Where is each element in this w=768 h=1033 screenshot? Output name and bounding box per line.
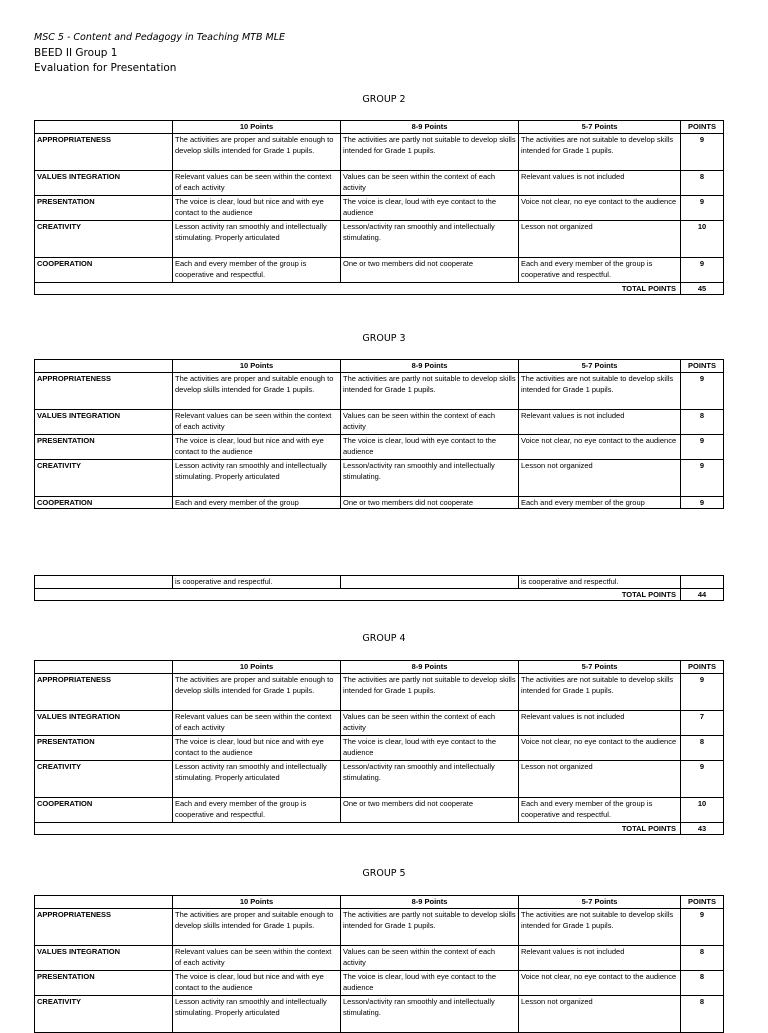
column-header: POINTS bbox=[681, 121, 724, 134]
column-header: 10 Points bbox=[173, 896, 341, 909]
criterion-label: CREATIVITY bbox=[35, 760, 173, 797]
descriptor-5-7-points: is cooperative and respectful. bbox=[519, 576, 681, 589]
total-row bbox=[35, 282, 724, 295]
points-value: 7 bbox=[681, 710, 724, 735]
points-value: 10 bbox=[681, 220, 724, 257]
header-row bbox=[35, 661, 724, 674]
descriptor-5-7-points: Lesson not organized bbox=[519, 459, 681, 496]
descriptor-5-7-points: Lesson not organized bbox=[519, 220, 681, 257]
column-header: 10 Points bbox=[173, 661, 341, 674]
total-label: TOTAL POINTS bbox=[35, 588, 681, 601]
descriptor-10-points: Relevant values can be seen within the context of each activity bbox=[173, 945, 341, 970]
criterion-label: PRESENTATION bbox=[35, 434, 173, 459]
table-row bbox=[35, 735, 724, 760]
descriptor-5-7-points: Relevant values is not included bbox=[519, 945, 681, 970]
descriptor-8-9-points: The activities are partly not suitable to develop skills intended for Grade 1 pupils. bbox=[341, 673, 519, 710]
descriptor-8-9-points: Values can be seen within the context of each activity bbox=[341, 409, 519, 434]
rubric-table-group-5 bbox=[34, 895, 724, 1033]
descriptor-5-7-points: Voice not clear, no eye contact to the audience bbox=[519, 195, 681, 220]
criterion-label: VALUES INTEGRATION bbox=[35, 170, 173, 195]
descriptor-8-9-points: Values can be seen within the context of each activity bbox=[341, 710, 519, 735]
table-row bbox=[35, 760, 724, 797]
points-value: 9 bbox=[681, 372, 724, 409]
group-title: GROUP 5 bbox=[362, 868, 406, 879]
points-value: 8 bbox=[681, 945, 724, 970]
column-header: 5-7 Points bbox=[519, 121, 681, 134]
descriptor-10-points: The activities are proper and suitable enough to develop skills intended for Grade 1 pupils. bbox=[173, 908, 341, 945]
descriptor-10-points: Lesson activity ran smoothly and intellectually stimulating. Properly articulated bbox=[173, 220, 341, 257]
points-value: 9 bbox=[681, 257, 724, 282]
header-row bbox=[35, 121, 724, 134]
table-row bbox=[35, 409, 724, 434]
descriptor-10-points: The voice is clear, loud but nice and with eye contact to the audience bbox=[173, 735, 341, 760]
descriptor-8-9-points: The voice is clear, loud with eye contact to the audience bbox=[341, 735, 519, 760]
points-value: 9 bbox=[681, 673, 724, 710]
descriptor-10-points: The voice is clear, loud but nice and with eye contact to the audience bbox=[173, 970, 341, 995]
descriptor-10-points: Lesson activity ran smoothly and intellectually stimulating. Properly articulated bbox=[173, 995, 341, 1032]
points-value: 9 bbox=[681, 760, 724, 797]
header-row bbox=[35, 896, 724, 909]
points-value: 9 bbox=[681, 459, 724, 496]
criterion-label: VALUES INTEGRATION bbox=[35, 710, 173, 735]
column-header: 8-9 Points bbox=[341, 896, 519, 909]
table-row bbox=[35, 372, 724, 409]
descriptor-8-9-points: Lesson/activity ran smoothly and intellectually stimulating. bbox=[341, 995, 519, 1032]
descriptor-5-7-points: Voice not clear, no eye contact to the audience bbox=[519, 434, 681, 459]
criterion-label: PRESENTATION bbox=[35, 195, 173, 220]
descriptor-5-7-points: Lesson not organized bbox=[519, 760, 681, 797]
criterion-label: APPROPRIATENESS bbox=[35, 372, 173, 409]
descriptor-10-points: The activities are proper and suitable enough to develop skills intended for Grade 1 pupils. bbox=[173, 372, 341, 409]
descriptor-10-points: is cooperative and respectful. bbox=[173, 576, 341, 589]
descriptor-10-points: Lesson activity ran smoothly and intellectually stimulating. Properly articulated bbox=[173, 760, 341, 797]
header-row bbox=[35, 360, 724, 373]
criteria-column-header bbox=[35, 360, 173, 373]
column-header: 5-7 Points bbox=[519, 896, 681, 909]
criterion-label: APPROPRIATENESS bbox=[35, 908, 173, 945]
descriptor-8-9-points: One or two members did not cooperate bbox=[341, 257, 519, 282]
descriptor-10-points: Each and every member of the group is cooperative and respectful. bbox=[173, 797, 341, 822]
criterion-label: COOPERATION bbox=[35, 257, 173, 282]
group-title: GROUP 2 bbox=[362, 94, 406, 105]
descriptor-5-7-points: Voice not clear, no eye contact to the audience bbox=[519, 970, 681, 995]
descriptor-10-points: The activities are proper and suitable enough to develop skills intended for Grade 1 pupils. bbox=[173, 673, 341, 710]
descriptor-5-7-points: Relevant values is not included bbox=[519, 170, 681, 195]
criterion-label: VALUES INTEGRATION bbox=[35, 945, 173, 970]
descriptor-8-9-points: The activities are partly not suitable to develop skills intended for Grade 1 pupils. bbox=[341, 133, 519, 170]
document-subtitle: Evaluation for Presentation bbox=[34, 62, 177, 74]
criterion-label: PRESENTATION bbox=[35, 970, 173, 995]
points-value: 9 bbox=[681, 908, 724, 945]
rubric-table-continuation bbox=[34, 575, 724, 601]
column-header: 8-9 Points bbox=[341, 661, 519, 674]
criterion-label: VALUES INTEGRATION bbox=[35, 409, 173, 434]
rubric-table-group-3 bbox=[34, 359, 724, 509]
table-row bbox=[35, 576, 724, 589]
descriptor-8-9-points: Lesson/activity ran smoothly and intellectually stimulating. bbox=[341, 220, 519, 257]
total-label: TOTAL POINTS bbox=[35, 282, 681, 295]
table-row bbox=[35, 220, 724, 257]
total-value: 45 bbox=[681, 282, 724, 295]
criterion-label: COOPERATION bbox=[35, 797, 173, 822]
descriptor-5-7-points: The activities are not suitable to develop skills intended for Grade 1 pupils. bbox=[519, 372, 681, 409]
descriptor-8-9-points: The activities are partly not suitable to develop skills intended for Grade 1 pupils. bbox=[341, 908, 519, 945]
table-row bbox=[35, 673, 724, 710]
points-value bbox=[681, 576, 724, 589]
total-row bbox=[35, 822, 724, 835]
table-row bbox=[35, 797, 724, 822]
column-header: POINTS bbox=[681, 896, 724, 909]
criterion-label: APPROPRIATENESS bbox=[35, 133, 173, 170]
descriptor-5-7-points: The activities are not suitable to develop skills intended for Grade 1 pupils. bbox=[519, 908, 681, 945]
descriptor-5-7-points: Lesson not organized bbox=[519, 995, 681, 1032]
table-row bbox=[35, 995, 724, 1032]
table-row bbox=[35, 434, 724, 459]
criterion-label: PRESENTATION bbox=[35, 735, 173, 760]
table-row bbox=[35, 170, 724, 195]
rubric-table-group-2 bbox=[34, 120, 724, 295]
descriptor-8-9-points: Values can be seen within the context of each activity bbox=[341, 945, 519, 970]
descriptor-8-9-points: One or two members did not cooperate bbox=[341, 797, 519, 822]
criteria-column-header bbox=[35, 661, 173, 674]
points-value: 8 bbox=[681, 735, 724, 760]
descriptor-5-7-points: The activities are not suitable to develop skills intended for Grade 1 pupils. bbox=[519, 673, 681, 710]
points-value: 8 bbox=[681, 409, 724, 434]
column-header: 10 Points bbox=[173, 121, 341, 134]
descriptor-10-points: Each and every member of the group bbox=[173, 496, 341, 509]
table-row bbox=[35, 195, 724, 220]
criteria-column-header bbox=[35, 121, 173, 134]
descriptor-10-points: Relevant values can be seen within the context of each activity bbox=[173, 710, 341, 735]
points-value: 9 bbox=[681, 195, 724, 220]
descriptor-10-points: Lesson activity ran smoothly and intellectually stimulating. Properly articulated bbox=[173, 459, 341, 496]
column-header: 10 Points bbox=[173, 360, 341, 373]
table-row bbox=[35, 710, 724, 735]
points-value: 9 bbox=[681, 133, 724, 170]
points-value: 8 bbox=[681, 170, 724, 195]
descriptor-10-points: The voice is clear, loud but nice and with eye contact to the audience bbox=[173, 434, 341, 459]
descriptor-10-points: The voice is clear, loud but nice and with eye contact to the audience bbox=[173, 195, 341, 220]
section-label: BEED II Group 1 bbox=[34, 47, 118, 59]
descriptor-5-7-points: Each and every member of the group is cooperative and respectful. bbox=[519, 797, 681, 822]
table-row bbox=[35, 459, 724, 496]
points-value: 8 bbox=[681, 995, 724, 1032]
table-row bbox=[35, 133, 724, 170]
table-row bbox=[35, 257, 724, 282]
points-value: 8 bbox=[681, 970, 724, 995]
criterion-label: APPROPRIATENESS bbox=[35, 673, 173, 710]
table-row bbox=[35, 970, 724, 995]
descriptor-8-9-points: One or two members did not cooperate bbox=[341, 496, 519, 509]
descriptor-8-9-points: Lesson/activity ran smoothly and intellectually stimulating. bbox=[341, 760, 519, 797]
descriptor-8-9-points bbox=[341, 576, 519, 589]
criterion-label: COOPERATION bbox=[35, 496, 173, 509]
descriptor-5-7-points: Voice not clear, no eye contact to the audience bbox=[519, 735, 681, 760]
descriptor-5-7-points: Each and every member of the group bbox=[519, 496, 681, 509]
group-title: GROUP 4 bbox=[362, 633, 406, 644]
table-row bbox=[35, 908, 724, 945]
total-label: TOTAL POINTS bbox=[35, 822, 681, 835]
table-row bbox=[35, 496, 724, 509]
descriptor-5-7-points: Relevant values is not included bbox=[519, 409, 681, 434]
column-header: 5-7 Points bbox=[519, 661, 681, 674]
points-value: 9 bbox=[681, 434, 724, 459]
criterion-label: CREATIVITY bbox=[35, 220, 173, 257]
descriptor-10-points: Each and every member of the group is cooperative and respectful. bbox=[173, 257, 341, 282]
column-header: 5-7 Points bbox=[519, 360, 681, 373]
criterion-label: CREATIVITY bbox=[35, 995, 173, 1032]
table-row bbox=[35, 945, 724, 970]
descriptor-5-7-points: Each and every member of the group is cooperative and respectful. bbox=[519, 257, 681, 282]
total-row bbox=[35, 588, 724, 601]
points-value: 10 bbox=[681, 797, 724, 822]
descriptor-10-points: Relevant values can be seen within the context of each activity bbox=[173, 170, 341, 195]
course-title: MSC 5 - Content and Pedagogy in Teaching MTB MLE bbox=[34, 32, 285, 43]
descriptor-5-7-points: Relevant values is not included bbox=[519, 710, 681, 735]
total-value: 43 bbox=[681, 822, 724, 835]
column-header: 8-9 Points bbox=[341, 121, 519, 134]
criterion-label: CREATIVITY bbox=[35, 459, 173, 496]
descriptor-8-9-points: The voice is clear, loud with eye contact to the audience bbox=[341, 434, 519, 459]
descriptor-10-points: The activities are proper and suitable enough to develop skills intended for Grade 1 pupils. bbox=[173, 133, 341, 170]
descriptor-5-7-points: The activities are not suitable to develop skills intended for Grade 1 pupils. bbox=[519, 133, 681, 170]
total-value: 44 bbox=[681, 588, 724, 601]
column-header: 8-9 Points bbox=[341, 360, 519, 373]
criterion-label bbox=[35, 576, 173, 589]
column-header: POINTS bbox=[681, 360, 724, 373]
descriptor-8-9-points: The voice is clear, loud with eye contact to the audience bbox=[341, 970, 519, 995]
descriptor-8-9-points: Lesson/activity ran smoothly and intellectually stimulating. bbox=[341, 459, 519, 496]
descriptor-10-points: Relevant values can be seen within the context of each activity bbox=[173, 409, 341, 434]
rubric-table-group-4 bbox=[34, 660, 724, 835]
descriptor-8-9-points: Values can be seen within the context of each activity bbox=[341, 170, 519, 195]
criteria-column-header bbox=[35, 896, 173, 909]
column-header: POINTS bbox=[681, 661, 724, 674]
group-title: GROUP 3 bbox=[362, 333, 406, 344]
descriptor-8-9-points: The voice is clear, loud with eye contact to the audience bbox=[341, 195, 519, 220]
points-value: 9 bbox=[681, 496, 724, 509]
descriptor-8-9-points: The activities are partly not suitable to develop skills intended for Grade 1 pupils. bbox=[341, 372, 519, 409]
